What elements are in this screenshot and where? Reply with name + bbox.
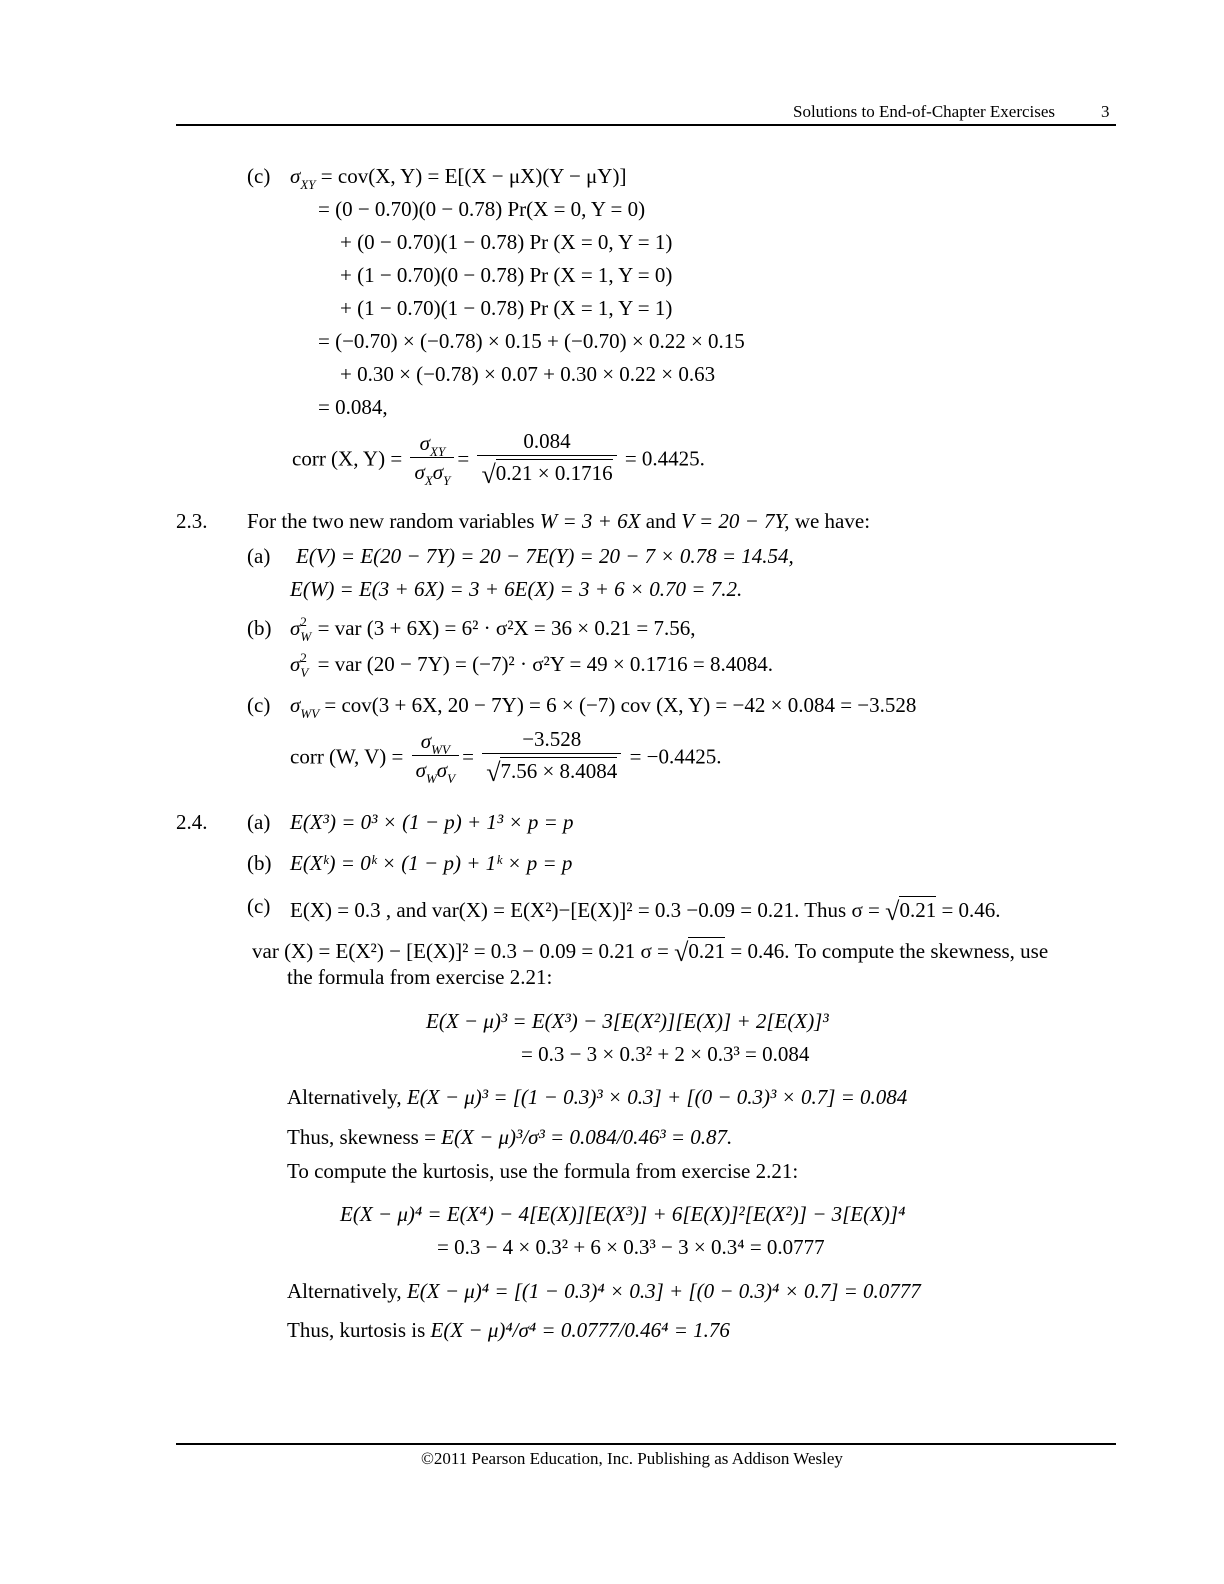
intro-and: and xyxy=(645,509,677,533)
part-a-label: (a) xyxy=(247,544,271,568)
equation-text: E(X) = 0.3 , and var(X) = E(X²)−[E(X)]² = 0.3 −0.09 = 0.21. Thus σ = xyxy=(290,898,880,922)
equation-text: = 0.46. xyxy=(941,898,1001,922)
numerator: 0.084 xyxy=(523,429,571,453)
equation-line: = 0.3 − 4 × 0.3² + 6 × 0.3³ − 3 × 0.3⁴ = 0.0777 xyxy=(437,1235,825,1259)
intro-eq-v: V = 20 − 7Y, xyxy=(681,509,790,533)
equation-text: = cov(X, Y) = E[(X − μX)(Y − μY)] xyxy=(320,164,627,188)
equation-text: = cov(3 + 6X, 20 − 7Y) = 6 × (−7) cov (X, Y) = −42 × 0.084 = −3.528 xyxy=(324,693,917,717)
equation-line: + (1 − 0.70)(1 − 0.78) Pr (X = 1, Y = 1) xyxy=(340,296,673,320)
equation-line: = (0 − 0.70)(0 − 0.78) Pr(X = 0, Y = 0) xyxy=(318,197,646,221)
label-text: Alternatively, xyxy=(287,1085,402,1109)
equation-text: E(X − μ)⁴/σ⁴ = 0.0777/0.46⁴ = 1.76 xyxy=(430,1318,730,1342)
intro-text: For the two new random variables xyxy=(247,509,535,533)
sqrt-value: 0.21 xyxy=(688,939,726,963)
equation-line: = (−0.70) × (−0.78) × 0.15 + (−0.70) × 0.22 × 0.15 xyxy=(318,329,745,353)
label-text: Alternatively, xyxy=(287,1279,402,1303)
part-b-label: (b) xyxy=(247,616,272,640)
body-text: the formula from exercise 2.21: xyxy=(287,965,553,989)
sigma-fraction: $\frac{\sigma_{XY}}{\sigma_X\sigma_Y}$ xyxy=(410,432,454,483)
equation-line xyxy=(287,1320,730,1341)
equation-line xyxy=(287,1281,921,1302)
header-title: Solutions to End-of-Chapter Exercises xyxy=(793,102,1056,121)
equation-line xyxy=(287,1127,732,1148)
equation-text: E(X − μ)⁴ = [(1 − 0.3)⁴ × 0.3] + [(0 − 0.3)⁴ × 0.7] = 0.0777 xyxy=(406,1279,921,1303)
equation-line: σ 2 V = var (20 − 7Y) = (−7)² · σ²Y = 49 × 0.1716 = 8.4084. xyxy=(290,650,774,680)
body-text: To compute the kurtosis, use the formula from exercise 2.21: xyxy=(287,1159,799,1183)
exercise-number: 2.4. xyxy=(176,810,208,834)
equation-line: σ 2 W = var (3 + 6X) = 6² · σ²X = 36 × 0.21 = 7.56, xyxy=(290,614,696,644)
page-number: 3 xyxy=(1101,102,1110,121)
equation-text: = var (3 + 6X) = 6² · σ²X = 36 × 0.21 = 7.56, xyxy=(317,616,696,640)
exercise-number: 2.3. xyxy=(176,509,208,533)
equation-text: E(X − μ)³ = [(1 − 0.3)³ × 0.3] + [(0 − 0.3)³ × 0.7] = 0.084 xyxy=(406,1085,908,1109)
equation-text: var (X) = E(X²) − [E(X)]² = 0.3 − 0.09 = 0.21 σ = xyxy=(252,939,669,963)
corr-wv-equation: corr (W, V) = $\frac{\sigma_{WV}}{\sigma_W\sigma_V}$ = $\frac{-3.528}{√7.56 \times 8.4084}$ = −0.4425. xyxy=(290,727,722,788)
exercise-intro xyxy=(247,511,870,532)
equation-line: E(X³) = 0³ × (1 − p) + 1³ × p = p xyxy=(290,810,574,834)
label-text: Thus, kurtosis is xyxy=(287,1318,426,1342)
header-rule xyxy=(176,124,1116,126)
corr-lhs: corr (X, Y) = xyxy=(292,446,403,471)
equation-line: E(X − μ)⁴ = E(X⁴) − 4[E(X)][E(X³)] + 6[E(X)]²[E(X²)] − 3[E(X)]⁴ xyxy=(340,1202,906,1226)
equation-text: = 0.46. To compute the skewness, use xyxy=(730,939,1049,963)
equation-line: + 0.30 × (−0.78) × 0.07 + 0.30 × 0.22 × 0.63 xyxy=(340,362,716,386)
sqrt-value: 0.21 xyxy=(899,898,937,922)
equation-line: var (X) = E(X²) − [E(X)]² = 0.3 − 0.09 = 0.21 σ = √0.21 = 0.46. To compute the skewness, use xyxy=(252,938,1049,967)
part-b-label: (b) xyxy=(247,851,272,875)
intro-eq-w: W = 3 + 6X xyxy=(539,509,641,533)
equation-line: + (1 − 0.70)(0 − 0.78) Pr (X = 1, Y = 0) xyxy=(340,263,673,287)
equation-line: E(Xᵏ) = 0ᵏ × (1 − p) + 1ᵏ × p = p xyxy=(290,851,573,875)
equation-line: = 0.3 − 3 × 0.3² + 2 × 0.3³ = 0.084 xyxy=(521,1042,810,1066)
equation-text: E(X − μ)³/σ³ = 0.084/0.46³ = 0.87. xyxy=(441,1125,733,1149)
footer-rule xyxy=(176,1443,1116,1445)
intro-text-end: we have: xyxy=(794,509,871,533)
part-c-label: (c) xyxy=(247,693,271,717)
equation-line: E(X) = 0.3 , and var(X) = E(X²)−[E(X)]² = 0.3 −0.09 = 0.21. Thus σ = √0.21 = 0.46. xyxy=(290,897,1001,926)
footer-copyright: ©2011 Pearson Education, Inc. Publishing as Addison Wesley xyxy=(421,1449,843,1468)
corr-lhs: corr (W, V) = xyxy=(290,744,404,769)
part-a-label: (a) xyxy=(247,810,271,834)
equation-line: $\sigma_{XY} = cov(X$, Y) = E[(X − μX)(Y − μY)] xyxy=(290,164,627,192)
equation-text: = var (20 − 7Y) = (−7)² · σ²Y = 49 × 0.1716 = 8.4084. xyxy=(317,652,774,676)
equation-line: + (0 − 0.70)(1 − 0.78) Pr (X = 0, Y = 1) xyxy=(340,230,673,254)
value-fraction: $\frac{0.084}{√0.21 \times 0.1716}$ xyxy=(477,430,616,485)
equation-line: $\sigma_{WV} = cov(3 + 6X$, 20 − 7Y) = 6 × (−7) cov (X, Y) = −42 × 0.084 = −3.528 xyxy=(290,693,917,721)
numerator: −3.528 xyxy=(522,727,582,751)
equation-line xyxy=(287,1087,907,1108)
part-c-label: (c) xyxy=(247,164,271,188)
denominator: 0.21 × 0.1716 xyxy=(495,461,613,486)
sigma-fraction: $\frac{\sigma_{WV}}{\sigma_W\sigma_V}$ xyxy=(412,730,460,781)
denominator: 7.56 × 8.4084 xyxy=(500,759,618,784)
value-fraction: $\frac{-3.528}{√7.56 \times 8.4084}$ xyxy=(482,728,621,783)
label-text: Thus, skewness = xyxy=(287,1125,436,1149)
corr-result: = −0.4425. xyxy=(629,744,722,769)
part-c-label: (c) xyxy=(247,894,271,918)
equation-line: E(V) = E(20 − 7Y) = 20 − 7E(Y) = 20 − 7 × 0.78 = 14.54, xyxy=(296,544,794,568)
corr-xy-equation: corr (X, Y) = $\frac{\sigma_{XY}}{\sigma_X\sigma_Y}$ = $\frac{0.084}{√0.21 \times 0.1716}$ = 0.4425. xyxy=(292,429,705,490)
equation-line: E(W) = E(3 + 6X) = 3 + 6E(X) = 3 + 6 × 0.70 = 7.2. xyxy=(290,577,743,601)
equation-line: E(X − μ)³ = E(X³) − 3[E(X²)][E(X)] + 2[E(X)]³ xyxy=(426,1009,829,1033)
corr-result: = 0.4425. xyxy=(624,446,705,471)
equation-line: = 0.084, xyxy=(318,395,388,419)
